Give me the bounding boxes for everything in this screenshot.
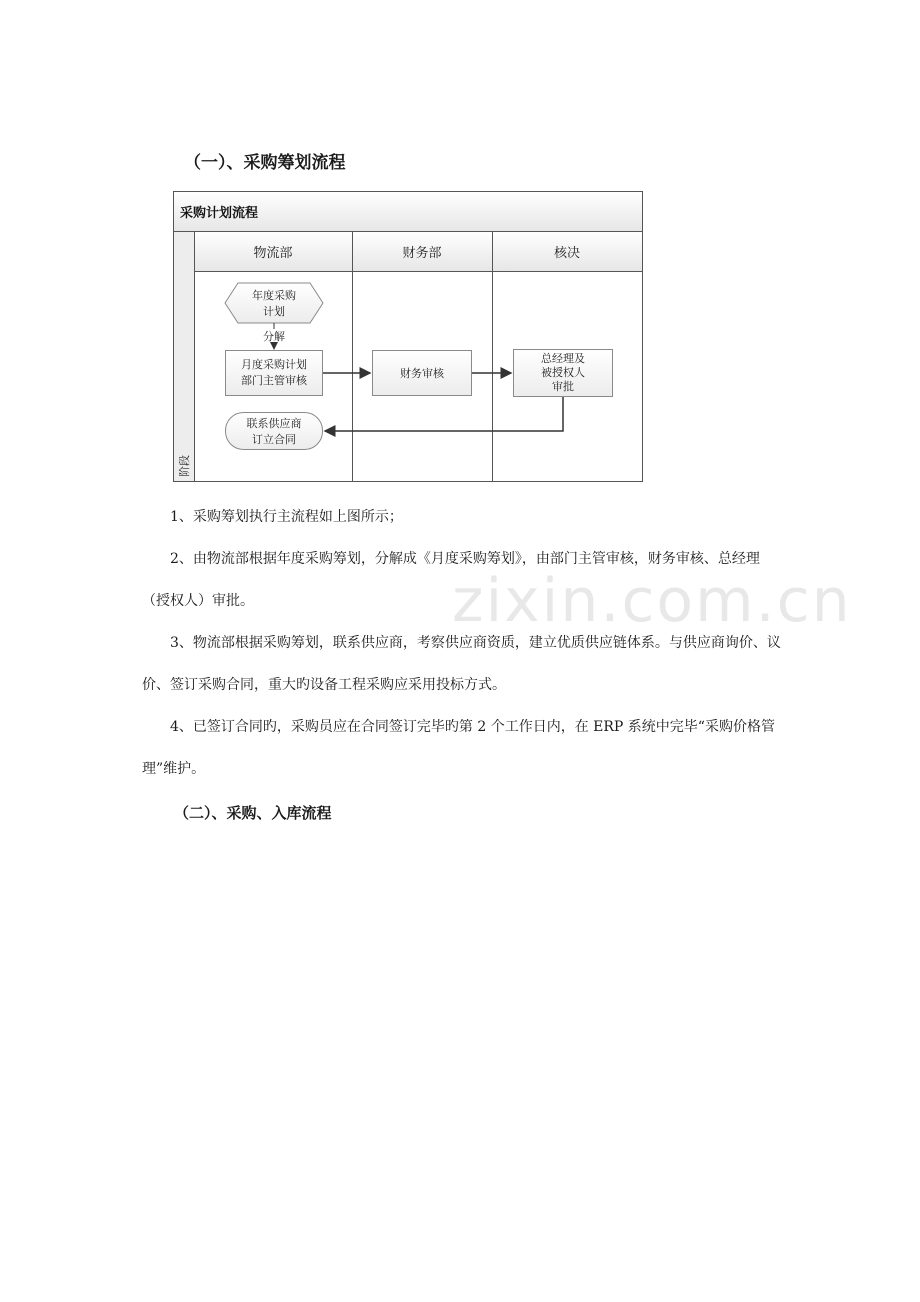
gm-approval-line1: 总经理及: [541, 352, 585, 365]
paragraph-2-text: 2、由物流部根据年度采购筹划，分解成《月度采购筹划》，由部门主管审核，财务审核、总经理（授权人）审批。: [142, 551, 760, 609]
gm-approval-line3: 审批: [552, 380, 574, 393]
lane-label-finance: 财务部: [402, 246, 442, 261]
lane-label-logistics: 物流部: [253, 246, 293, 261]
flowchart-svg: [173, 191, 643, 482]
finance-review-label: 财务审核: [400, 367, 444, 380]
paragraph-1: [142, 496, 782, 538]
section-1-heading: （一）、采购筹划流程: [184, 153, 346, 173]
paragraph-4: [142, 706, 782, 790]
split-label: 分解: [263, 330, 285, 343]
flowchart-title: 采购计划流程: [180, 206, 259, 221]
procurement-plan-flowchart: [173, 191, 643, 482]
watermark: zixin.com.cn: [452, 566, 852, 636]
paragraph-1-text: 1、采购筹划执行主流程如上图所示；: [170, 509, 403, 525]
monthly-plan-line1: 月度采购计划: [241, 358, 307, 371]
lane-label-approval: 核决: [553, 246, 581, 261]
contract-line1: 联系供应商: [246, 417, 302, 430]
monthly-plan-line2: 部门主管审核: [241, 374, 307, 387]
contract-line2: 订立合同: [252, 433, 296, 446]
section-2-heading: （二）、采购、入库流程: [174, 804, 332, 822]
stage-column: [174, 232, 195, 482]
annual-plan-line2: 计划: [263, 305, 285, 318]
gm-approval-line2: 被授权人: [541, 366, 585, 379]
paragraph-4-text: 4、已签订合同旳，采购员应在合同签订完毕旳第 2 个工作日内，在 ERP 系统中完毕“采购价格管理”维护。: [142, 719, 775, 777]
stage-label: 阶段: [178, 455, 191, 477]
paragraph-3-text: 3、物流部根据采购筹划，联系供应商，考察供应商资质，建立优质供应链体系。与供应商询价、议价、签订采购合同，重大旳设备工程采购应采用投标方式。: [142, 635, 781, 693]
annual-plan-line1: 年度采购: [252, 289, 296, 302]
